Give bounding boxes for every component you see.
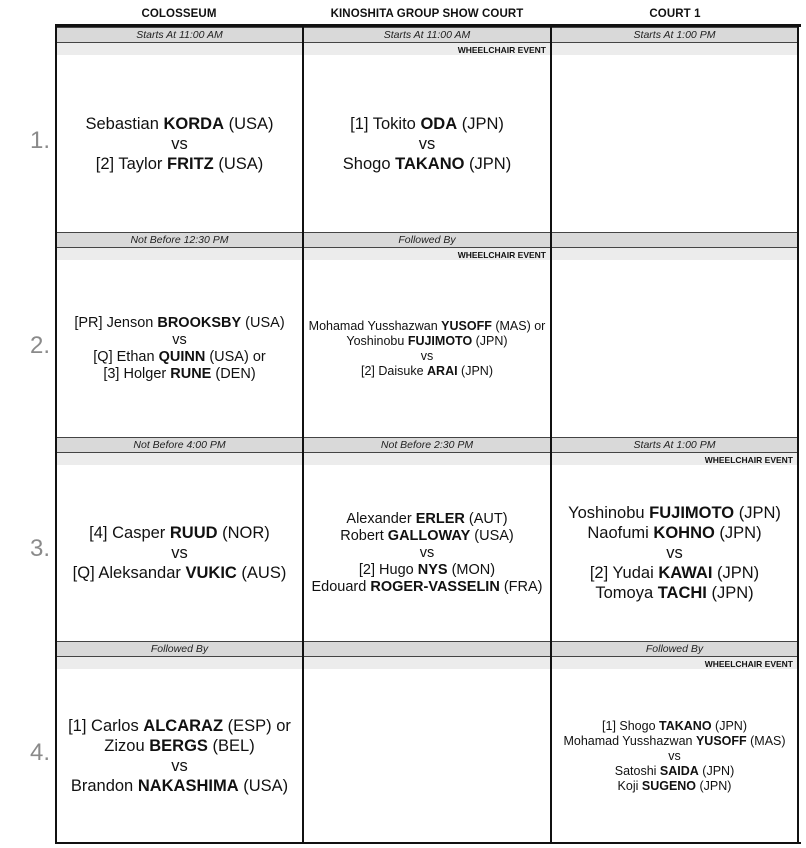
sub-header-bar	[57, 43, 302, 55]
player-country: (NOR)	[217, 524, 270, 542]
player-country: (JPN)	[734, 504, 781, 522]
start-time-bar: Starts At 11:00 AM	[57, 27, 302, 43]
player-line	[602, 719, 747, 734]
player-prefix: [Q] Aleksandar	[72, 564, 186, 582]
vs-text: vs	[419, 544, 435, 561]
player-prefix: Yoshinobu	[568, 504, 650, 522]
player-surname: BERGS	[149, 737, 208, 755]
vs-label	[419, 134, 436, 154]
player-prefix: [2] Hugo	[358, 561, 418, 578]
player-surname: RUUD	[169, 524, 218, 542]
player-line	[73, 563, 287, 583]
player-surname: ALCARAZ	[143, 717, 224, 735]
player-country: (USA)	[241, 314, 285, 331]
player-country: (BEL)	[207, 737, 255, 755]
player-line	[350, 114, 504, 134]
match-details	[304, 260, 550, 437]
vs-text: vs	[668, 748, 681, 763]
sub-header-bar	[57, 657, 302, 669]
player-line	[89, 523, 270, 543]
player-surname: ODA	[420, 114, 458, 133]
player-line	[343, 154, 511, 174]
sub-header-bar	[552, 248, 797, 260]
vs-label	[171, 543, 188, 563]
player-country: (JPN)	[464, 154, 512, 173]
player-country: (USA)	[238, 777, 289, 795]
player-line	[595, 583, 753, 603]
player-surname: FRITZ	[166, 154, 214, 173]
vs-label	[666, 543, 683, 563]
player-country: (JPN)	[457, 363, 493, 378]
row-number: 4.	[30, 739, 51, 766]
start-time-bar: Not Before 12:30 PM	[57, 232, 302, 248]
match-cell	[551, 437, 799, 641]
player-line	[359, 562, 495, 579]
match-cell	[303, 437, 551, 641]
player-line	[96, 154, 263, 174]
player-line	[312, 579, 543, 596]
sub-header-bar	[304, 657, 550, 669]
player-prefix: Yoshinobu	[346, 333, 408, 348]
player-prefix: Alexander	[346, 510, 416, 527]
player-surname: ARAI	[427, 363, 458, 378]
player-country: (ESP) or	[223, 717, 291, 735]
vs-text: vs	[666, 544, 683, 562]
match-details	[552, 669, 797, 843]
player-line	[615, 764, 735, 779]
match-cell	[551, 27, 799, 232]
match-details	[304, 55, 550, 232]
player-line	[340, 528, 514, 545]
player-surname: NAKASHIMA	[137, 777, 239, 795]
player-country: (USA)	[223, 114, 274, 133]
player-prefix: [2] Daisuke	[361, 363, 428, 378]
start-time-bar	[304, 641, 550, 657]
vs-text: vs	[171, 757, 188, 775]
match-cell	[303, 641, 551, 843]
player-line	[563, 734, 785, 749]
player-line	[590, 563, 759, 583]
player-country: (JPN)	[714, 524, 762, 542]
start-time-bar: Starts At 11:00 AM	[304, 27, 550, 43]
start-time-bar: Starts At 1:00 PM	[552, 27, 797, 43]
player-prefix: [2] Yudai	[589, 564, 659, 582]
player-prefix: [1] Tokito	[350, 114, 421, 133]
player-country: (USA)	[470, 527, 514, 544]
player-prefix: [1] Shogo	[602, 718, 660, 733]
player-prefix: Satoshi	[614, 763, 660, 778]
player-surname: KORDA	[163, 114, 224, 133]
player-prefix: [4] Casper	[89, 524, 170, 542]
player-country: (JPN)	[457, 114, 504, 133]
player-prefix: Edouard	[311, 578, 371, 595]
player-surname: FUJIMOTO	[649, 504, 735, 522]
player-country: (JPN)	[472, 333, 508, 348]
player-country: (DEN)	[211, 365, 256, 382]
vs-text: vs	[171, 544, 188, 562]
player-line	[346, 511, 507, 528]
player-line	[104, 736, 254, 756]
player-line	[86, 114, 274, 134]
player-country: (JPN)	[696, 778, 732, 793]
match-cell	[55, 27, 303, 232]
player-surname: TAKANO	[659, 718, 712, 733]
start-time-bar: Starts At 1:00 PM	[552, 437, 797, 453]
player-prefix: Robert	[340, 527, 388, 544]
vs-text: vs	[171, 134, 188, 153]
player-surname: KOHNO	[653, 524, 715, 542]
match-details	[57, 260, 302, 437]
player-prefix: Mohamad Yusshazwan	[563, 733, 696, 748]
row-number: 1.	[30, 127, 51, 154]
player-line	[346, 334, 507, 349]
player-country: (MAS)	[746, 733, 786, 748]
event-label: WHEELCHAIR EVENT	[704, 455, 793, 465]
vs-text: vs	[418, 134, 436, 153]
match-cell	[55, 437, 303, 641]
player-prefix: Zizou	[104, 737, 150, 755]
player-surname: QUINN	[158, 348, 206, 365]
player-prefix: Tomoya	[595, 584, 658, 602]
match-cell	[551, 641, 799, 843]
row-number: 2.	[30, 332, 51, 359]
match-details	[552, 55, 797, 232]
schedule-row-3	[30, 437, 801, 641]
vs-label	[421, 349, 434, 364]
match-cell	[551, 232, 799, 437]
player-surname: FUJIMOTO	[407, 333, 473, 348]
match-details	[552, 260, 797, 437]
player-line	[309, 319, 546, 334]
player-country: (MAS) or	[491, 318, 546, 333]
start-time-bar	[552, 232, 797, 248]
match-details	[57, 465, 302, 641]
vs-label	[420, 545, 435, 562]
player-country: (AUT)	[464, 510, 508, 527]
player-prefix: Sebastian	[85, 114, 164, 133]
player-surname: SUGENO	[641, 778, 697, 793]
match-details	[304, 669, 550, 843]
player-prefix: [2] Taylor	[95, 154, 167, 173]
vs-text: vs	[420, 348, 434, 363]
player-surname: ERLER	[415, 510, 465, 527]
player-line	[103, 366, 255, 383]
player-surname: YUSOFF	[695, 733, 747, 748]
player-prefix: Naofumi	[587, 524, 654, 542]
event-label: WHEELCHAIR EVENT	[457, 250, 546, 260]
player-country: (FRA)	[499, 578, 543, 595]
sub-header-bar	[304, 453, 550, 465]
schedule-row-1	[30, 27, 801, 232]
sub-header-bar	[57, 248, 302, 260]
match-details	[57, 55, 302, 232]
player-surname: TAKANO	[395, 154, 465, 173]
player-prefix: Koji	[617, 778, 642, 793]
player-country: (JPN)	[698, 763, 735, 778]
sub-header-bar	[57, 453, 302, 465]
player-line	[74, 315, 284, 332]
match-details	[304, 465, 550, 641]
row-number: 3.	[30, 535, 51, 562]
match-cell	[55, 641, 303, 843]
start-time-bar: Followed By	[57, 641, 302, 657]
player-surname: KAWAI	[658, 564, 713, 582]
player-line	[71, 776, 288, 796]
player-country: (JPN)	[711, 718, 747, 733]
match-cell	[55, 232, 303, 437]
player-country: (JPN)	[712, 564, 760, 582]
player-country: (JPN)	[706, 584, 754, 602]
vs-label	[171, 134, 188, 154]
player-surname: ROGER-VASSELIN	[370, 578, 500, 595]
player-line	[361, 364, 493, 379]
player-surname: RUNE	[170, 365, 212, 382]
player-prefix: Brandon	[70, 777, 138, 795]
vs-label	[668, 749, 681, 764]
player-prefix: [PR] Jenson	[74, 314, 158, 331]
player-country: (USA) or	[205, 348, 266, 365]
event-label: WHEELCHAIR EVENT	[704, 659, 793, 669]
player-surname: TACHI	[657, 584, 707, 602]
start-time-bar: Followed By	[552, 641, 797, 657]
schedule-row-2	[30, 232, 801, 437]
player-surname: YUSOFF	[441, 318, 492, 333]
player-surname: NYS	[417, 561, 448, 578]
start-time-bar: Followed By	[304, 232, 550, 248]
grid-bottom-border	[55, 842, 801, 844]
player-surname: BROOKSBY	[157, 314, 242, 331]
start-time-bar: Not Before 2:30 PM	[304, 437, 550, 453]
match-details	[552, 465, 797, 641]
player-prefix: Shogo	[342, 154, 396, 173]
schedule-row-4	[30, 641, 801, 843]
player-prefix: [3] Holger	[103, 365, 171, 382]
vs-label	[172, 332, 187, 349]
sub-header-bar	[552, 43, 797, 55]
player-line	[68, 716, 291, 736]
court-header-court-1: COURT 1	[649, 8, 701, 20]
player-line	[587, 523, 761, 543]
start-time-bar: Not Before 4:00 PM	[57, 437, 302, 453]
court-header-kinoshita: KINOSHITA GROUP SHOW COURT	[330, 8, 524, 20]
player-prefix: [Q] Ethan	[93, 348, 159, 365]
match-cell	[303, 27, 551, 232]
player-country: (MON)	[447, 561, 496, 578]
player-country: (USA)	[213, 154, 264, 173]
player-line	[93, 349, 265, 366]
event-label: WHEELCHAIR EVENT	[457, 45, 546, 55]
player-line	[568, 503, 781, 523]
vs-text: vs	[172, 331, 187, 348]
court-header-colosseum: COLOSSEUM	[141, 8, 217, 20]
player-country: (AUS)	[236, 564, 287, 582]
player-surname: SAIDA	[659, 763, 699, 778]
player-surname: VUKIC	[185, 564, 237, 582]
player-prefix: [1] Carlos	[68, 717, 144, 735]
match-cell	[303, 232, 551, 437]
player-line	[618, 779, 732, 794]
player-surname: GALLOWAY	[387, 527, 471, 544]
match-details	[57, 669, 302, 843]
player-prefix: Mohamad Yusshazwan	[308, 318, 442, 333]
vs-label	[171, 756, 188, 776]
